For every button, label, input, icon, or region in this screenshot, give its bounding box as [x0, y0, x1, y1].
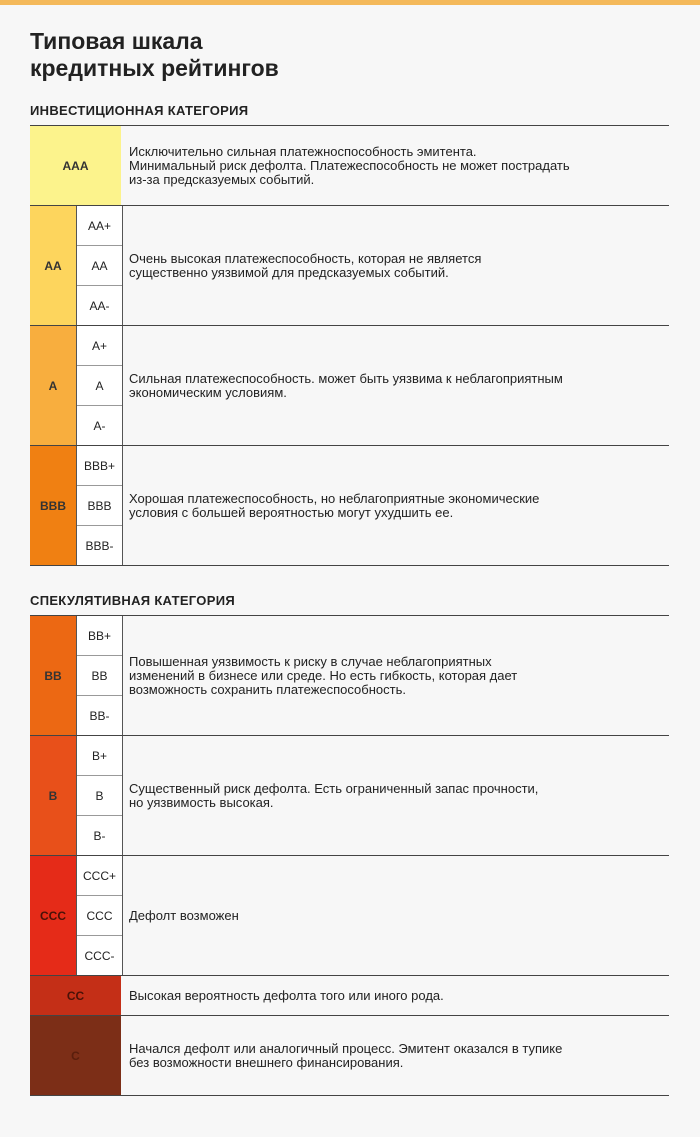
- subgrade-cell: BBB: [77, 486, 122, 526]
- grade-description: Исключительно сильная платежноспособность эмитента. Минимальный риск дефолта. Платежеспособность не может пострадать из-за предсказуемых событий.: [129, 143, 570, 187]
- subgrade-column: [76, 736, 123, 855]
- speculative-section-label: СПЕКУЛЯТИВНАЯ КАТЕГОРИЯ: [30, 593, 235, 608]
- subgrade-cell: BBB-: [85, 538, 114, 553]
- grade-cell: AAA: [30, 126, 121, 205]
- subgrade-cell: B-: [93, 828, 106, 843]
- grade-cell: CCC: [30, 856, 76, 975]
- grade-cell: CC: [30, 976, 121, 1015]
- top-accent-bar: [0, 0, 700, 5]
- rating-row-b: [30, 735, 669, 855]
- subgrade-column: [76, 326, 123, 445]
- rating-row-a: [30, 325, 669, 445]
- subgrade-cell: B: [77, 776, 122, 816]
- subgrade-cell: A+: [77, 326, 122, 366]
- subgrade-cell: A: [77, 366, 122, 406]
- subgrade-cell: AA-: [89, 298, 110, 313]
- grade-description: Повышенная уязвимость к риску в случае неблагоприятных изменений в бизнесе или среде. Но есть гибкость, которая дает возможность сохранить платежеспособность.: [129, 653, 518, 697]
- grade-description: Сильная платежеспособность. может быть уязвима к неблагоприятным экономическим условиям.: [129, 370, 563, 400]
- grade-description: Существенный риск дефолта. Есть ограниченный запас прочности, но уязвимость высокая.: [129, 780, 539, 810]
- subgrade-cell: CCC+: [77, 856, 122, 896]
- subgrade-cell: BB+: [77, 616, 122, 656]
- subgrade-cell: AA: [77, 246, 122, 286]
- speculative-table: [30, 615, 669, 1096]
- investment-section-label: ИНВЕСТИЦИОННАЯ КАТЕГОРИЯ: [30, 103, 249, 118]
- rating-row-aa: [30, 205, 669, 325]
- title-line-1: Типовая шкала: [30, 28, 203, 54]
- subgrade-cell: CCC: [77, 896, 122, 936]
- subgrade-cell: AA+: [77, 206, 122, 246]
- rating-row-ccc: [30, 855, 669, 975]
- grade-description: Высокая вероятность дефолта того или иного рода.: [129, 987, 444, 1003]
- grade-description: Начался дефолт или аналогичный процесс. Эмитент оказался в тупике без возможности внешнего финансирования.: [129, 1040, 563, 1070]
- subgrade-cell: CCC-: [84, 948, 115, 963]
- grade-cell: C: [30, 1016, 121, 1095]
- subgrade-cell: B+: [77, 736, 122, 776]
- subgrade-cell: BB: [77, 656, 122, 696]
- subgrade-column: [76, 446, 123, 565]
- grade-description: Хорошая платежеспособность, но неблагоприятные экономические условия с большей вероятностью могут ухудшить ее.: [129, 490, 540, 520]
- subgrade-cell: BB-: [89, 708, 110, 723]
- page-title: [30, 28, 279, 82]
- grade-cell: BB: [30, 616, 76, 735]
- rating-row-cc: [30, 975, 669, 1015]
- grade-cell: BBB: [30, 446, 76, 565]
- grade-description: Очень высокая платежеспособность, которая не является существенно уязвимой для предсказуемых событий.: [129, 250, 482, 280]
- subgrade-column: [76, 616, 123, 735]
- investment-table: [30, 125, 669, 566]
- title-line-2: кредитных рейтингов: [30, 55, 279, 81]
- rating-row-bbb: [30, 445, 669, 566]
- rating-row-c: [30, 1015, 669, 1096]
- subgrade-column: [76, 856, 123, 975]
- grade-cell: AA: [30, 206, 76, 325]
- grade-cell: B: [30, 736, 76, 855]
- subgrade-column: [76, 206, 123, 325]
- rating-row-bb: [30, 615, 669, 735]
- subgrade-cell: A-: [93, 418, 106, 433]
- subgrade-cell: BBB+: [77, 446, 122, 486]
- rating-row-aaa: [30, 125, 669, 205]
- grade-description: Дефолт возможен: [129, 907, 239, 923]
- grade-cell: A: [30, 326, 76, 445]
